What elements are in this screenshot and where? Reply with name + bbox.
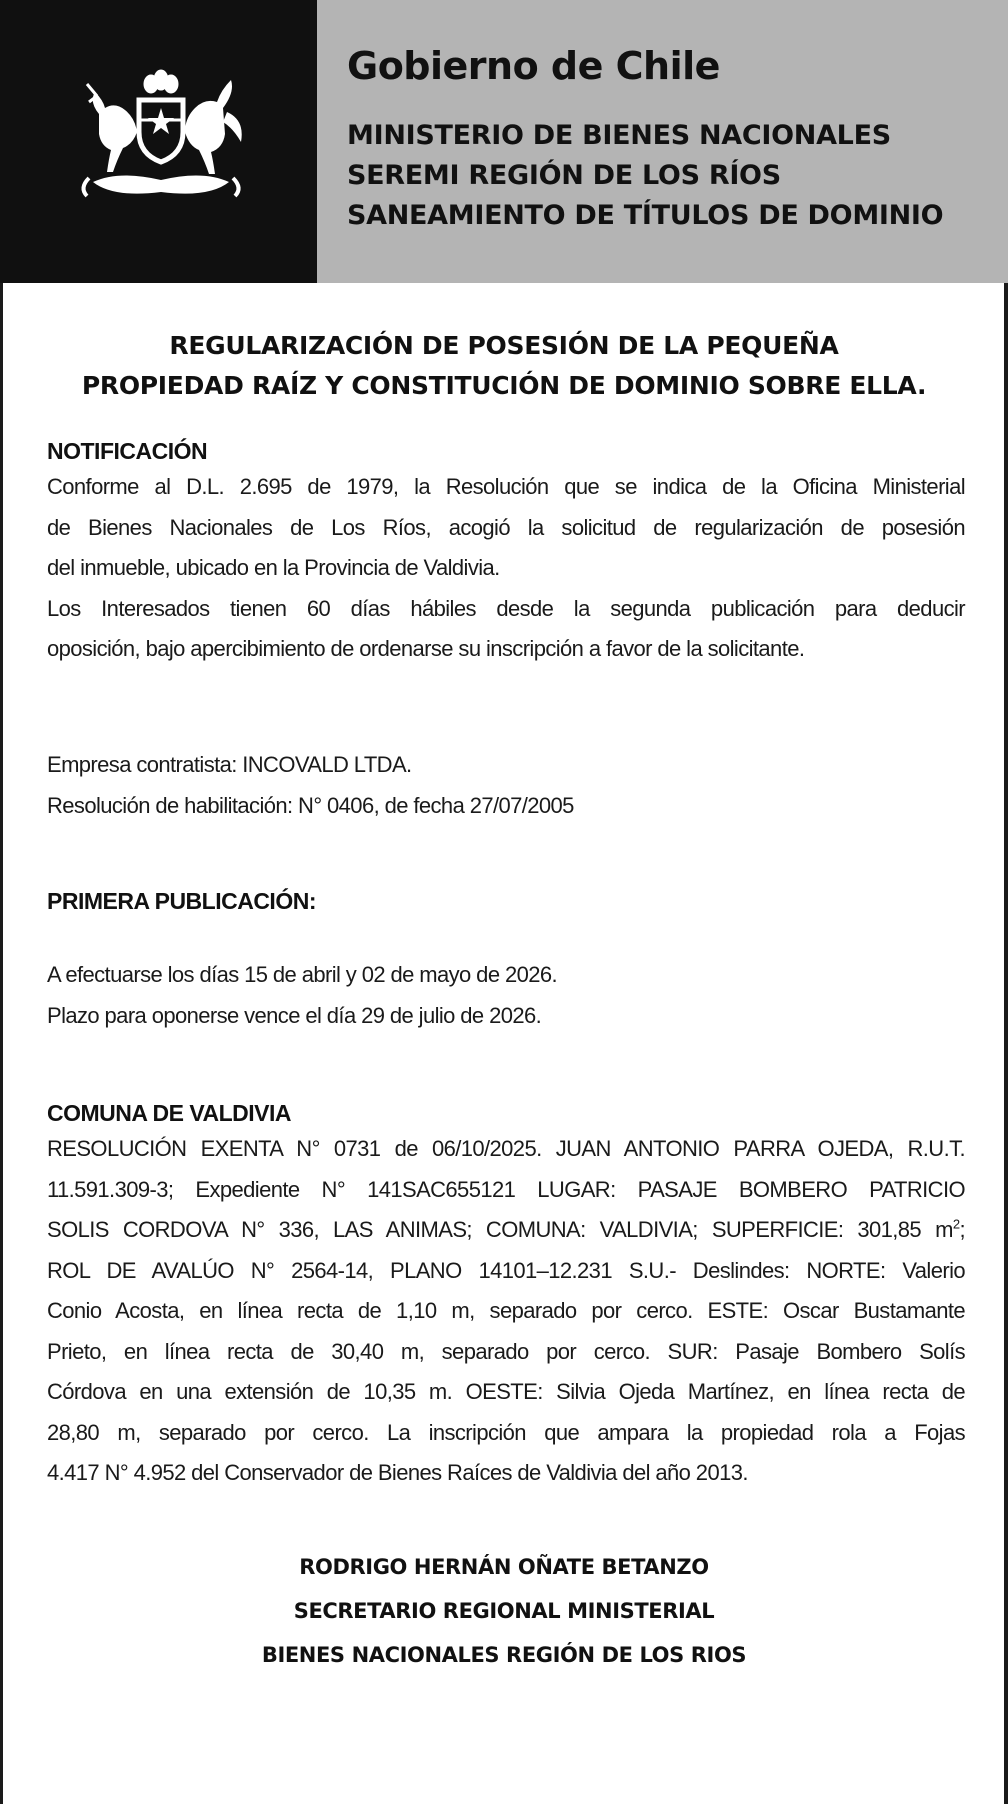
chile-coat-of-arms-icon — [59, 62, 259, 222]
comuna-line: Prieto, en línea recta de 30,40 m, separado por cerco. SUR: Pasaje Bombero Solís — [47, 1338, 965, 1364]
header-text-panel — [317, 0, 1008, 283]
comuna-section — [47, 1100, 965, 1494]
header — [0, 0, 1008, 283]
empresa-contratista: Empresa contratista: INCOVALD LTDA. — [47, 752, 412, 777]
resolucion-habilitacion: Resolución de habilitación: N° 0406, de fecha 27/07/2005 — [47, 792, 574, 818]
notificacion-line: de Bienes Nacionales de Los Ríos, acogió la solicitud de regularización de posesión — [47, 514, 965, 540]
ministry-block — [347, 116, 1008, 236]
seremi-line: SEREMI REGIÓN DE LOS RÍOS — [347, 160, 781, 191]
government-title: Gobierno de Chile — [347, 44, 720, 88]
signatory-office: BIENES NACIONALES REGIÓN DE LOS RIOS — [261, 1643, 747, 1667]
comuna-heading: COMUNA DE VALDIVIA — [47, 1100, 291, 1126]
comuna-line: 28,80 m, separado por cerco. La inscripción que ampara la propiedad rola a Fojas — [47, 1419, 965, 1445]
crest-panel — [0, 0, 317, 283]
title-line-1: REGULARIZACIÓN DE POSESIÓN DE LA PEQUEÑA — [169, 331, 839, 360]
publicacion-line: Plazo para oponerse vence el día 29 de julio de 2026. — [47, 1002, 542, 1028]
notificacion-body — [47, 467, 965, 670]
comuna-line: RESOLUCIÓN EXENTA N° 0731 de 06/10/2025. JUAN ANTONIO PARRA OJEDA, R.U.T. — [47, 1136, 965, 1161]
notificacion-line: Conforme al D.L. 2.695 de 1979, la Resolución que se indica de la Oficina Ministerial — [47, 474, 965, 499]
comuna-line-text: SOLIS CORDOVA N° 336, LAS ANIMAS; COMUNA: VALDIVIA; SUPERFICIE: 301,85 m — [47, 1217, 953, 1242]
notice-title — [20, 326, 988, 406]
comuna-line: ROL DE AVALÚO N° 2564-14, PLANO 14101–12.231 S.U.- Deslindes: NORTE: Valerio — [47, 1257, 965, 1283]
primera-publicacion-heading: PRIMERA PUBLICACIÓN: — [47, 888, 316, 914]
comuna-line: Córdova en una extensión de 10,35 m. OESTE: Silvia Ojeda Martínez, en línea recta de — [47, 1379, 965, 1404]
publicacion-line: A efectuarse los días 15 de abril y 02 de mayo de 2026. — [47, 962, 558, 987]
ministry-line: MINISTERIO DE BIENES NACIONALES — [347, 120, 891, 151]
comuna-line: Conio Acosta, en línea recta de 1,10 m, separado por cerco. ESTE: Oscar Bustamante — [47, 1298, 965, 1323]
comuna-line: 11.591.309-3; Expediente N° 141SAC655121 LUGAR: PASAJE BOMBERO PATRICIO — [47, 1176, 965, 1202]
signatory-name: RODRIGO HERNÁN OÑATE BETANZO — [299, 1555, 709, 1579]
notificacion-line: oposición, bajo apercibimiento de ordenarse su inscripción a favor de la solicitante. — [47, 636, 805, 661]
comuna-line-with-area — [47, 1210, 965, 1251]
area-suffix: ; — [959, 1217, 965, 1242]
area-superscript: 2 — [952, 1216, 960, 1232]
program-line: SANEAMIENTO DE TÍTULOS DE DOMINIO — [347, 200, 944, 231]
signatory-title: SECRETARIO REGIONAL MINISTERIAL — [293, 1599, 715, 1623]
notificacion-heading: NOTIFICACIÓN — [47, 438, 208, 464]
primera-publicacion-section — [47, 888, 965, 1036]
title-line-2: PROPIEDAD RAÍZ Y CONSTITUCIÓN DE DOMINIO SOBRE ELLA. — [81, 371, 927, 400]
comuna-body — [47, 1129, 965, 1494]
notificacion-section — [47, 438, 965, 670]
notificacion-line: del inmueble, ubicado en la Provincia de Valdivia. — [47, 555, 500, 580]
signature-block — [0, 1545, 1008, 1677]
comuna-line: 4.417 N° 4.952 del Conservador de Bienes Raíces de Valdivia del año 2013. — [47, 1460, 748, 1485]
notificacion-line: Los Interesados tienen 60 días hábiles desde la segunda publicación para deducir — [47, 595, 965, 621]
empresa-section — [47, 745, 965, 826]
primera-publicacion-body — [47, 955, 965, 1036]
